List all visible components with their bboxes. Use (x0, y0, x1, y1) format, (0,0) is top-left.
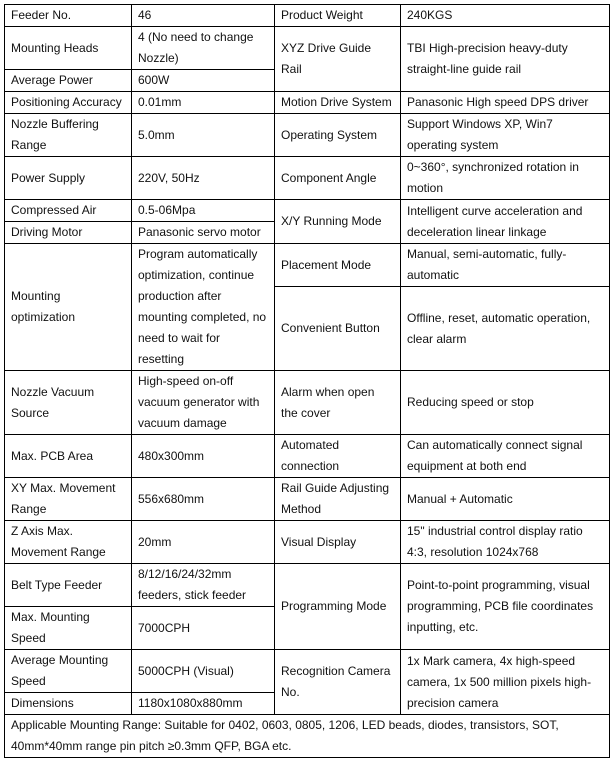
spec-value: 1x Mark camera, 4x high-speed camera, 1x 500 million pixels high-precision camera (401, 650, 610, 715)
applicable-range-note: Applicable Mounting Range: Suitable for 0402, 0603, 0805, 1206, LED beads, diodes, transistors, SOT, 40mm*40mm range pin pitch ≥0.3mm QFP, BGA etc. (5, 715, 610, 758)
spec-value: 8/12/16/24/32mm feeders, stick feeder (132, 564, 275, 607)
spec-value: Can automatically connect signal equipment at both end (401, 435, 610, 478)
spec-label: Component Angle (275, 157, 401, 200)
spec-label: Average Power (5, 70, 132, 92)
spec-label: Mounting optimization (5, 244, 132, 371)
spec-value: TBI High-precision heavy-duty straight-line guide rail (401, 27, 610, 92)
spec-value: 240KGS (401, 5, 610, 27)
spec-value: 46 (132, 5, 275, 27)
spec-value: Panasonic High speed DPS driver (401, 92, 610, 114)
spec-value: 0.5-06Mpa (132, 200, 275, 222)
spec-label: Nozzle Buffering Range (5, 114, 132, 157)
spec-label: Max. PCB Area (5, 435, 132, 478)
spec-value: 556x680mm (132, 478, 275, 521)
spec-label: Placement Mode (275, 244, 401, 287)
spec-value: 5.0mm (132, 114, 275, 157)
spec-label: Motion Drive System (275, 92, 401, 114)
spec-label: Belt Type Feeder (5, 564, 132, 607)
spec-label: Alarm when open the cover (275, 371, 401, 435)
spec-label: Driving Motor (5, 222, 132, 244)
spec-label: XYZ Drive Guide Rail (275, 27, 401, 92)
spec-value: Offline, reset, automatic operation, clear alarm (401, 287, 610, 371)
spec-value: 480x300mm (132, 435, 275, 478)
spec-label: Rail Guide Adjusting Method (275, 478, 401, 521)
spec-value: 220V, 50Hz (132, 157, 275, 200)
spec-label: Convenient Button (275, 287, 401, 371)
spec-label: Max. Mounting Speed (5, 607, 132, 650)
spec-label: Dimensions (5, 693, 132, 715)
spec-value: 600W (132, 70, 275, 92)
spec-value: 15" industrial control display ratio 4:3, resolution 1024x768 (401, 521, 610, 564)
spec-value: Program automatically optimization, continue production after mounting completed, no need to wait for resetting (132, 244, 275, 371)
spec-label: Power Supply (5, 157, 132, 200)
spec-value: 0.01mm (132, 92, 275, 114)
spec-value: Intelligent curve acceleration and deceleration linear linkage (401, 200, 610, 244)
spec-table (4, 4, 610, 758)
spec-value: Manual + Automatic (401, 478, 610, 521)
spec-value: 4 (No need to change Nozzle) (132, 27, 275, 70)
spec-label: Recognition Camera No. (275, 650, 401, 715)
spec-label: Nozzle Vacuum Source (5, 371, 132, 435)
spec-label: Programming Mode (275, 564, 401, 650)
spec-label: Compressed Air (5, 200, 132, 222)
spec-label: Average Mounting Speed (5, 650, 132, 693)
spec-value: Point-to-point programming, visual programming, PCB file coordinates inputting, etc. (401, 564, 610, 650)
spec-value: Panasonic servo motor (132, 222, 275, 244)
spec-label: Feeder No. (5, 5, 132, 27)
spec-label: XY Max. Movement Range (5, 478, 132, 521)
spec-value: Manual, semi-automatic, fully-automatic (401, 244, 610, 287)
spec-label: Automated connection (275, 435, 401, 478)
spec-value: Support Windows XP, Win7 operating system (401, 114, 610, 157)
spec-label: Product Weight (275, 5, 401, 27)
spec-label: Operating System (275, 114, 401, 157)
spec-value: 20mm (132, 521, 275, 564)
spec-label: Z Axis Max. Movement Range (5, 521, 132, 564)
spec-label: Positioning Accuracy (5, 92, 132, 114)
spec-value: 0~360°, synchronized rotation in motion (401, 157, 610, 200)
spec-value: 5000CPH (Visual) (132, 650, 275, 693)
spec-value: Reducing speed or stop (401, 371, 610, 435)
spec-label: Visual Display (275, 521, 401, 564)
spec-label: X/Y Running Mode (275, 200, 401, 244)
spec-value: 1180x1080x880mm (132, 693, 275, 715)
spec-label: Mounting Heads (5, 27, 132, 70)
spec-value: 7000CPH (132, 607, 275, 650)
spec-value: High-speed on-off vacuum generator with vacuum damage (132, 371, 275, 435)
